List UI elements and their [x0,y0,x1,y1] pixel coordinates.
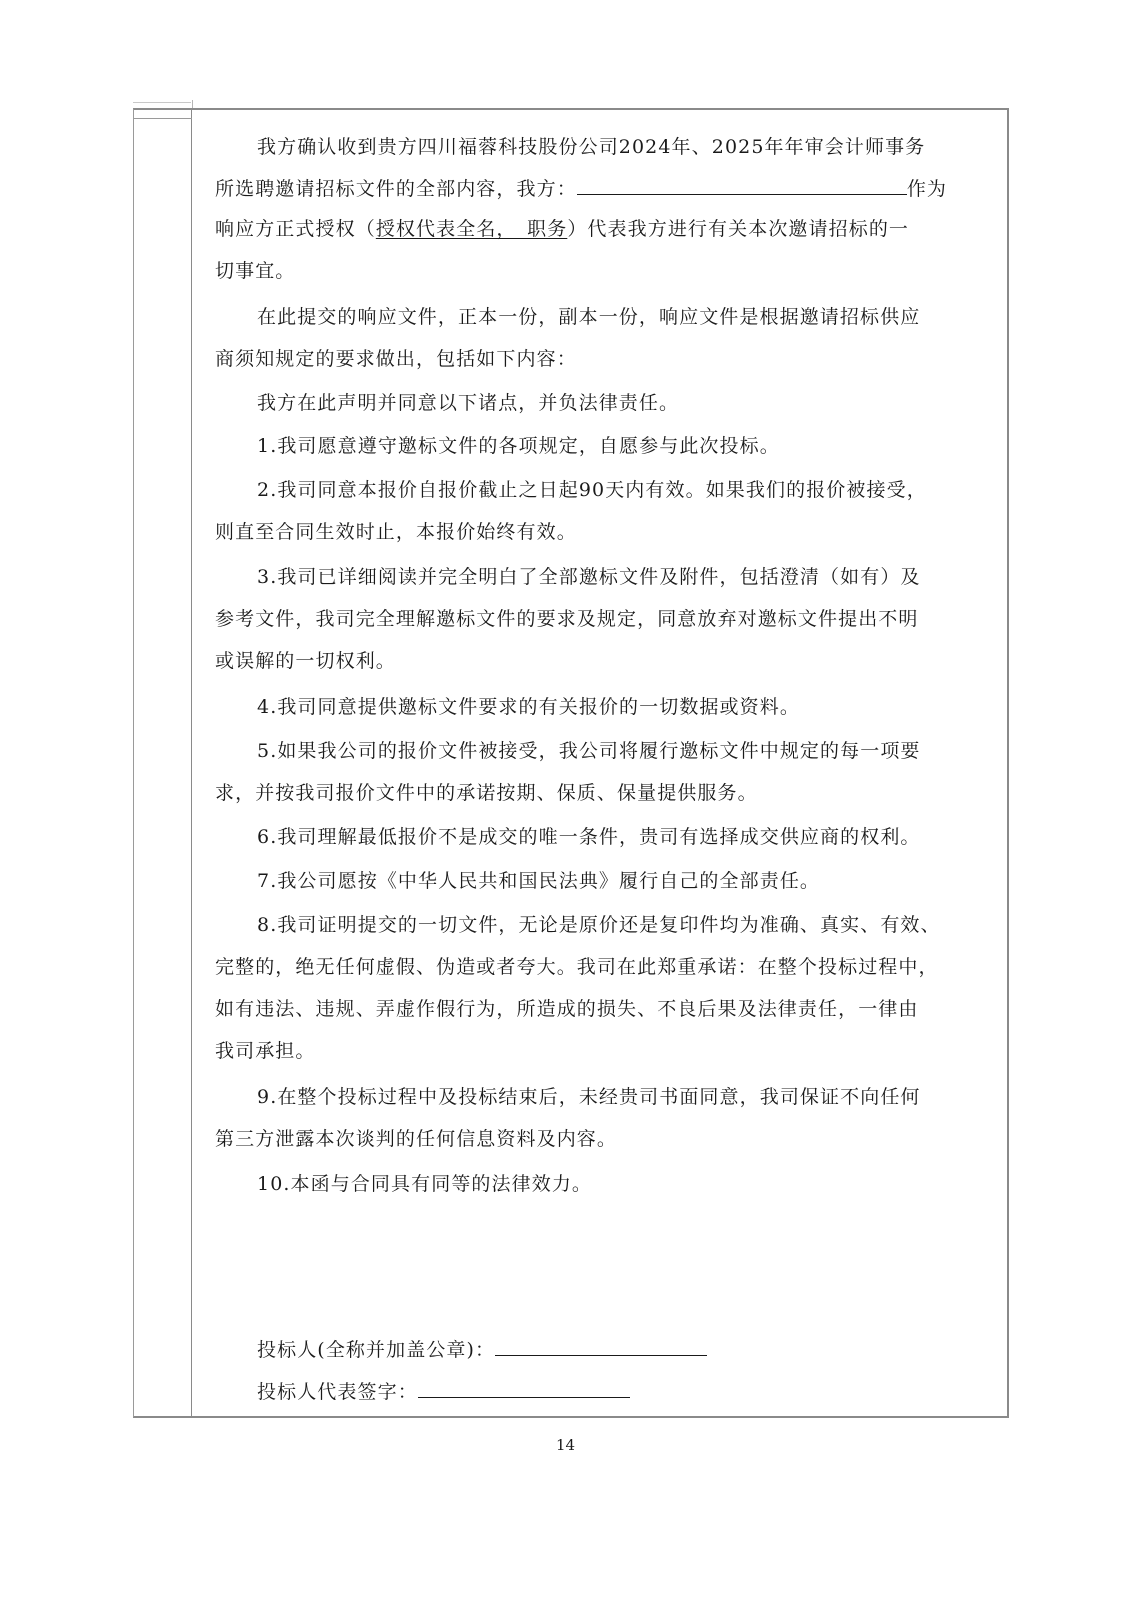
item-2-line-1: 2.我司同意本报价自报价截止之日起90天内有效。如果我们的报价被接受， [257,479,927,501]
paragraph-1-line-2-text: 所选聘邀请招标文件的全部内容，我方： [215,178,577,200]
item-7: 7.我公司愿按《中华人民共和国民法典》履行自己的全部责任。 [257,870,821,892]
paragraph-1-line-3-prefix: 响应方正式授权（ [215,218,376,240]
paragraph-3: 我方在此声明并同意以下诸点，并负法律责任。 [257,392,680,414]
item-9-line-2: 第三方泄露本次谈判的任何信息资料及内容。 [215,1128,618,1150]
item-3-line-2: 参考文件，我司完全理解邀标文件的要求及规定，同意放弃对邀标文件提出不明 [215,608,919,630]
item-8-line-1: 8.我司证明提交的一切文件，无论是原价还是复印件均为准确、真实、有效、 [257,914,941,936]
item-9-line-1: 9.在整个投标过程中及投标结束后，未经贵司书面同意，我司保证不向任何 [257,1086,921,1108]
paragraph-1-line-2 [215,174,947,200]
authorized-person-blank[interactable] [577,174,907,195]
item-5-line-2: 求，并按我司报价文件中的承诺按期、保质、保量提供服务。 [215,782,758,804]
item-1: 1.我司愿意遵守邀标文件的各项规定，自愿参与此次投标。 [257,435,780,457]
letter-table [133,108,1009,1418]
item-8-line-4: 我司承担。 [215,1040,316,1062]
paragraph-1-line-3 [215,216,909,242]
representative-label: 投标人代表签字： [257,1381,418,1403]
table-left-column [134,110,192,1416]
item-2-line-2: 则直至合同生效时止，本报价始终有效。 [215,521,577,543]
bidder-name-blank[interactable] [495,1335,707,1356]
paragraph-1-line-3-suffix: ）代表我方进行有关本次邀请招标的一 [567,218,910,240]
item-4: 4.我司同意提供邀标文件要求的有关报价的一切数据或资料。 [257,696,800,718]
paragraph-1-line-4: 切事宜。 [215,260,296,282]
letter-content-cell [194,110,1007,1416]
representative-name-title-field: 授权代表全名， 职务 [375,218,568,240]
item-5-line-1: 5.如果我公司的报价文件被接受，我公司将履行邀标文件中规定的每一项要 [257,740,921,762]
item-10: 10.本函与合同具有同等的法律效力。 [257,1173,593,1195]
representative-signature-blank[interactable] [418,1377,630,1398]
bidder-signature-line [257,1335,707,1361]
item-8-line-3: 如有违法、违规、弄虚作假行为，所造成的损失、不良后果及法律责任，一律由 [215,998,919,1020]
paragraph-2-line-1: 在此提交的响应文件，正本一份，副本一份，响应文件是根据邀请招标供应 [257,306,921,328]
paragraph-1-line-2-suffix: 作为 [906,178,948,200]
paragraph-1-line-1: 我方确认收到贵方四川福蓉科技股份公司2024年、2025年年审会计师事务 [257,136,926,158]
page-number: 14 [555,1436,576,1454]
table-top-stub-line [133,102,191,103]
item-6: 6.我司理解最低报价不是成交的唯一条件，贵司有选择成交供应商的权利。 [257,826,921,848]
bidder-label: 投标人(全称并加盖公章)： [257,1339,496,1361]
paragraph-2-line-2: 商须知规定的要求做出，包括如下内容： [215,348,577,370]
representative-signature-line [257,1377,630,1403]
item-3-line-3: 或误解的一切权利。 [215,650,396,672]
item-3-line-1: 3.我司已详细阅读并完全明白了全部邀标文件及附件，包括澄清（如有）及 [257,566,921,588]
item-8-line-2: 完整的，绝无任何虚假、伪造或者夸大。我司在此郑重承诺：在整个投标过程中， [215,956,939,978]
